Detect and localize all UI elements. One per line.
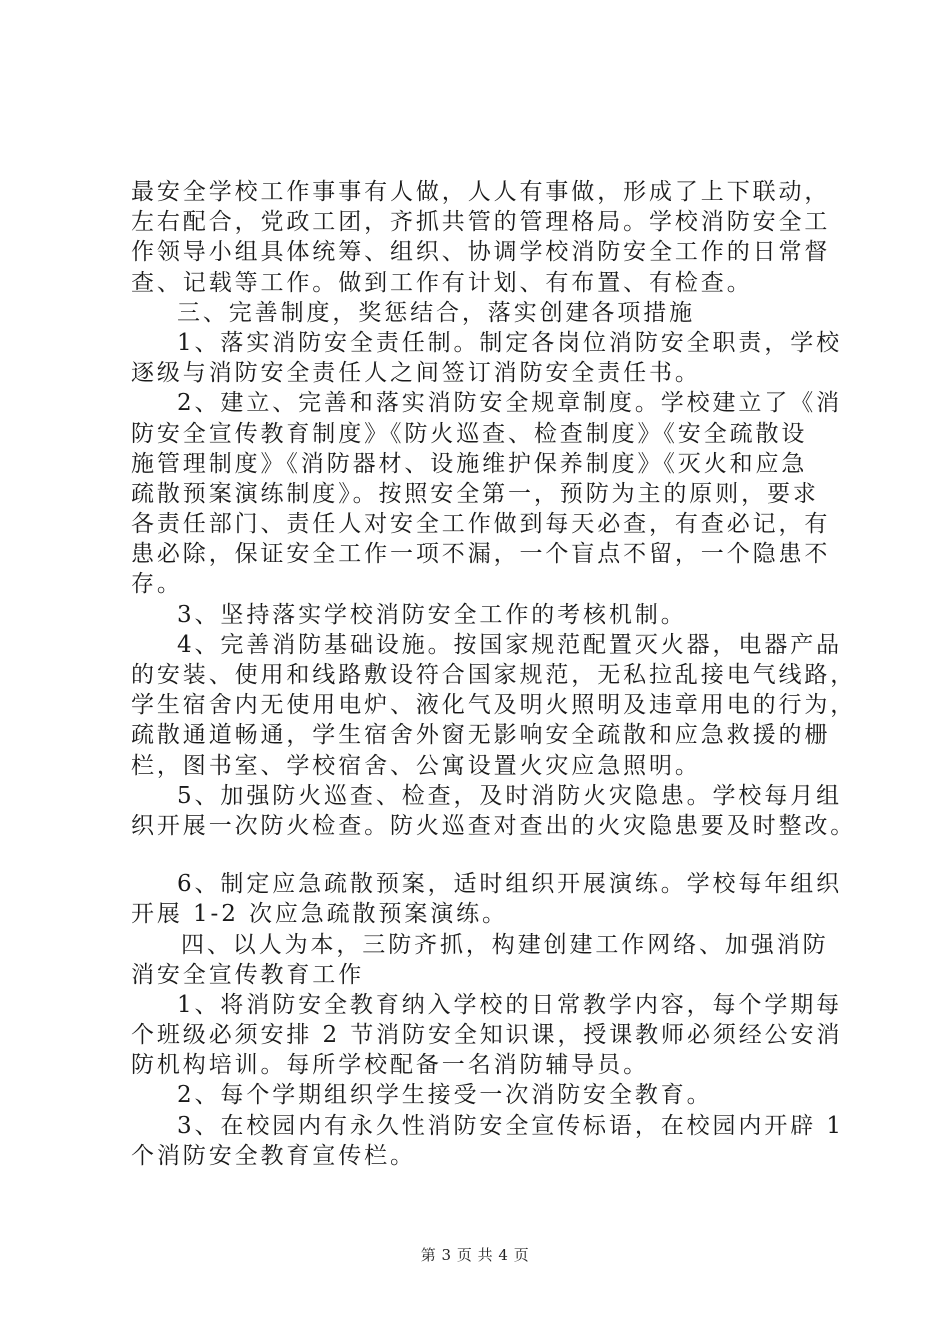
text-line: 学生宿舍内无使用电炉、液化气及明火照明及违章用电的行为， bbox=[131, 692, 857, 719]
text-line: 查、记载等工作。做到工作有计划、有布置、有检查。 bbox=[131, 269, 753, 296]
text-line: 最安全学校工作事事有人做，人人有事做，形成了上下联动， bbox=[131, 179, 831, 205]
text-line: 疏散预案演练制度》。按照安全第一，预防为主的原则，要求 bbox=[131, 480, 819, 507]
text-line: 开展 1-2 次应急疏散预案演练。 bbox=[131, 901, 508, 928]
section-heading: 三、完善制度，奖惩结合，落实创建各项措施 bbox=[177, 299, 695, 326]
text-line: 2、每个学期组织学生接受一次消防安全教育。 bbox=[177, 1082, 713, 1109]
paragraph-gap bbox=[131, 841, 836, 869]
text-line: 患必除，保证安全工作一项不漏，一个盲点不留，一个隐患不 bbox=[131, 541, 831, 568]
text-line: 疏散通道畅通，学生宿舍外窗无影响安全疏散和应急救援的栅 bbox=[131, 722, 831, 749]
text-line: 5、加强防火巡查、检查，及时消防火灾隐患。学校每月组 bbox=[177, 782, 843, 809]
text-line: 的安装、使用和线路敷设符合国家规范，无私拉乱接电气线路， bbox=[131, 662, 857, 688]
text-line: 逐级与消防安全责任人之间签订消防安全责任书。 bbox=[131, 360, 701, 387]
section-heading: 四、以人为本，三防齐抓，构建创建工作网络、加强消防 bbox=[181, 931, 829, 958]
text-line: 防安全宣传教育制度》《防火巡查、检查制度》《安全疏散设 bbox=[131, 420, 808, 447]
text-line: 个班级必须安排 2 节消防安全知识课，授课教师必须经公安消 bbox=[131, 1022, 843, 1049]
text-line: 个消防安全教育宣传栏。 bbox=[131, 1142, 416, 1169]
text-line: 3、坚持落实学校消防安全工作的考核机制。 bbox=[177, 601, 687, 628]
text-line: 作领导小组具体统筹、组织、协调学校消防安全工作的日常督 bbox=[131, 239, 831, 266]
text-line: 1、落实消防安全责任制。制定各岗位消防安全职责，学校 bbox=[177, 329, 843, 356]
text-line: 织开展一次防火检查。防火巡查对查出的火灾隐患要及时整改。 bbox=[131, 812, 857, 839]
text-line: 4、完善消防基础设施。按国家规范配置灭火器，电器产品 bbox=[177, 631, 843, 658]
text-line: 施管理制度》《消防器材、设施维护保养制度》《灭火和应急 bbox=[131, 450, 808, 477]
text-line: 2、建立、完善和落实消防安全规章制度。学校建立了《消 bbox=[177, 390, 843, 417]
text-line: 存。 bbox=[131, 571, 183, 598]
text-line: 消安全宣传教育工作 bbox=[131, 961, 365, 988]
text-line: 6、制定应急疏散预案，适时组织开展演练。学校每年组织 bbox=[177, 871, 843, 898]
text-line: 1、将消防安全教育纳入学校的日常教学内容，每个学期每 bbox=[177, 991, 843, 1018]
text-line: 栏，图书室、学校宿舍、公寓设置火灾应急照明。 bbox=[131, 752, 701, 779]
page-number-footer: 第 3 页 共 4 页 bbox=[420, 1246, 530, 1264]
text-line: 防机构培训。每所学校配备一名消防辅导员。 bbox=[131, 1052, 649, 1079]
text-line: 左右配合，党政工团，齐抓共管的管理格局。学校消防安全工 bbox=[131, 209, 831, 236]
text-line: 各责任部门、责任人对安全工作做到每天必查，有查必记，有 bbox=[131, 511, 831, 538]
body-text bbox=[131, 177, 857, 1171]
text-line: 3、在校园内有永久性消防安全宣传标语，在校园内开辟 1 bbox=[177, 1112, 844, 1139]
